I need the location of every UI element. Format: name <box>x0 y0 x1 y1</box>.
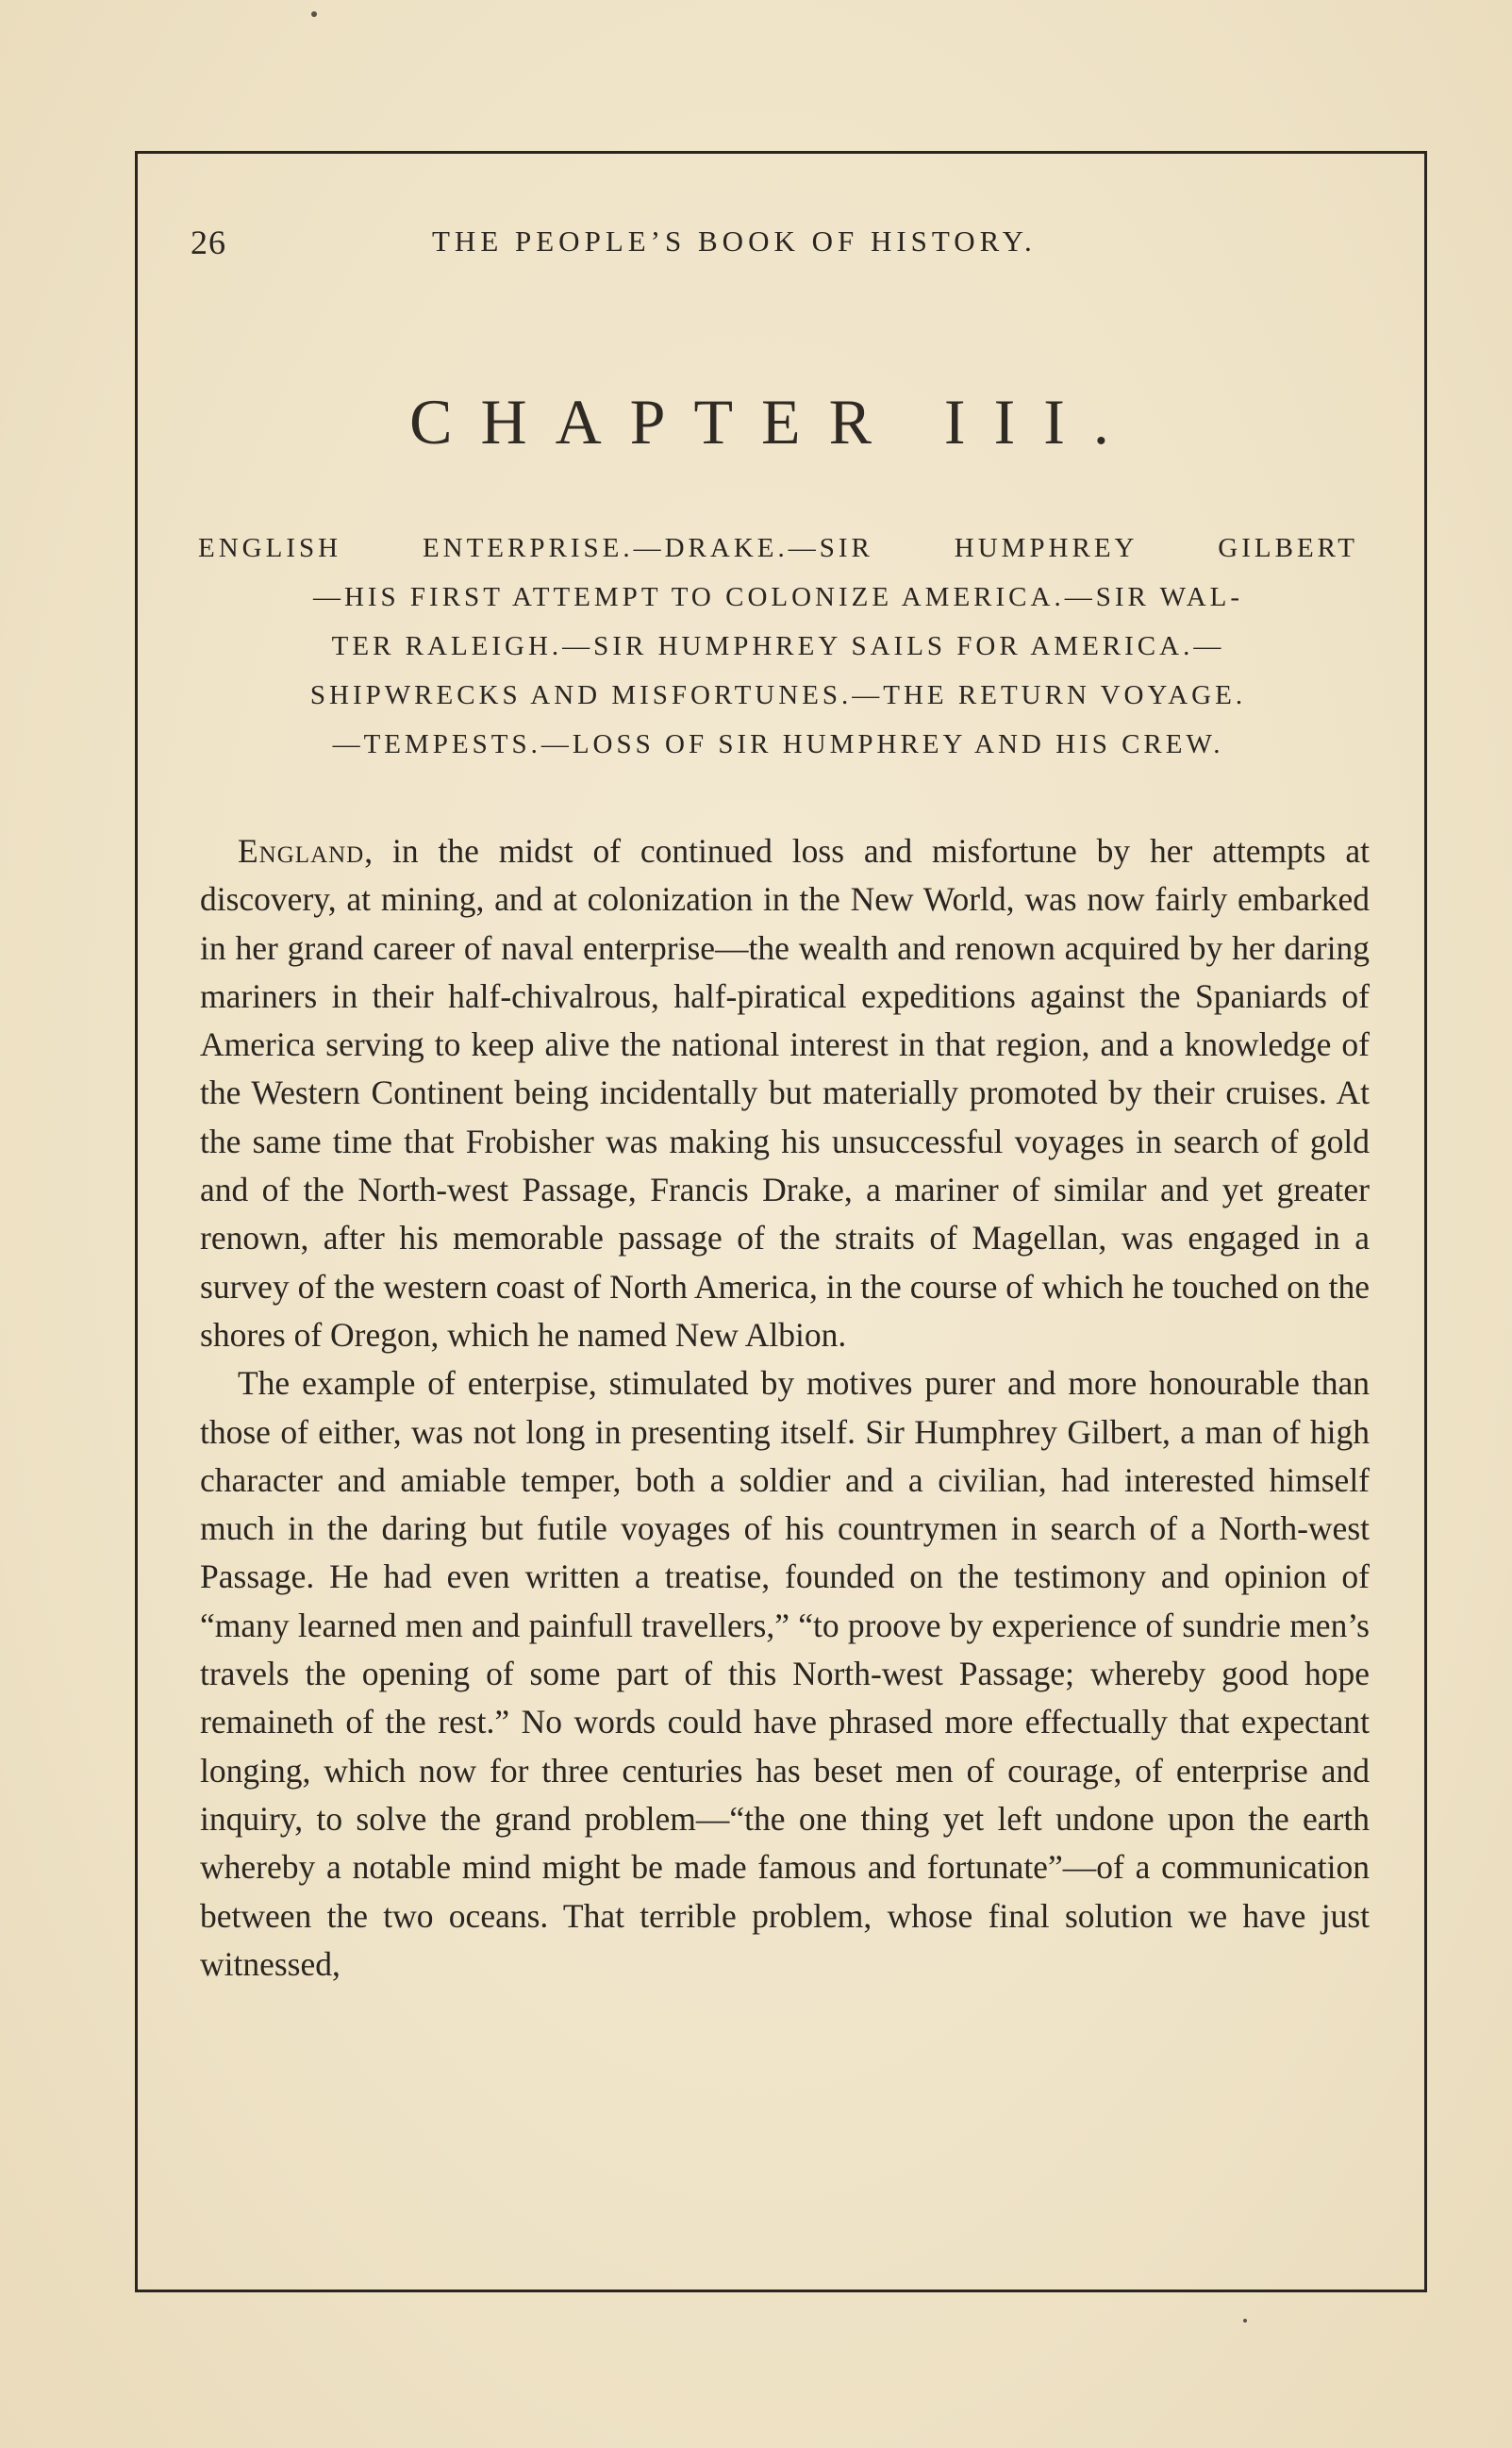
paragraph <box>200 827 1370 1359</box>
chapter-title: CHAPTER III. <box>409 386 1138 458</box>
summary-line: ENGLISH ENTERPRISE.—DRAKE.—SIR HUMPHREY GILBERT <box>198 533 1358 563</box>
chapter-summary <box>198 524 1358 769</box>
running-head <box>189 223 1377 270</box>
body-text <box>200 827 1370 1989</box>
paragraph-text: , in the midst of continued loss and misfortune by her attempts at discovery, at mining, and at colonization in the New World, was now fairly embarked in her grand career of naval enterprise—the wealth and renown acquired by her daring mariners in their half-chivalrous, half-piratical expeditions against the Spaniards of America serving to keep alive the national interest in that region, and a knowledge of the Western Continent being incidentally but materially promoted by their cruises. At the same time that Frobisher was making his unsuccessful voyages in search of gold and of the North-west Passage, Francis Drake, a mariner of similar and yet greater renown, after his memorable passage of the straits of Magellan, was engaged in a survey of the western coast of North America, in the course of which he touched on the shores of Oregon, which he named New Albion. <box>200 832 1370 1354</box>
paper-speck <box>311 11 317 17</box>
summary-line: —TEMPESTS.—LOSS OF SIR HUMPHREY AND HIS CREW. <box>332 729 1224 759</box>
paper-speck <box>1243 2319 1247 2323</box>
paragraph: The example of enterpise, stimulated by motives purer and more honourable than those of either, was not long in presenting itself. Sir Humphrey Gilbert, a man of high character and amiable temper, both a soldier and a civilian, had interested himself much in the daring but futile voyages of his countrymen in search of a North-west Passage. He had even written a treatise, founded on the testimony and opinion of “many learned men and painfull travellers,” “to proove by experience of sundrie men’s travels the opening of some part of this North-west Passage; whereby good hope remaineth of the rest.” No words could have phrased more effectually that expectant longing, which now for three centuries has beset men of courage, of enterprise and inquiry, to solve the grand problem—“the one thing yet left undone upon the earth whereby a notable mind might be made famous and fortunate”—of a communication between the two oceans. That terrible problem, whose final solution we have just witnessed, <box>200 1364 1370 1983</box>
page-number: 26 <box>191 224 226 261</box>
summary-line: —HIS FIRST ATTEMPT TO COLONIZE AMERICA.—SIR WAL- <box>312 582 1244 612</box>
summary-line: TER RALEIGH.—SIR HUMPHREY SAILS FOR AMERICA.— <box>331 631 1225 661</box>
summary-line: SHIPWRECKS AND MISFORTUNES.—THE RETURN VOYAGE. <box>309 680 1247 710</box>
paragraph-lead-word: England <box>238 832 365 870</box>
book-title: THE PEOPLE’S BOOK OF HISTORY. <box>432 225 1037 258</box>
